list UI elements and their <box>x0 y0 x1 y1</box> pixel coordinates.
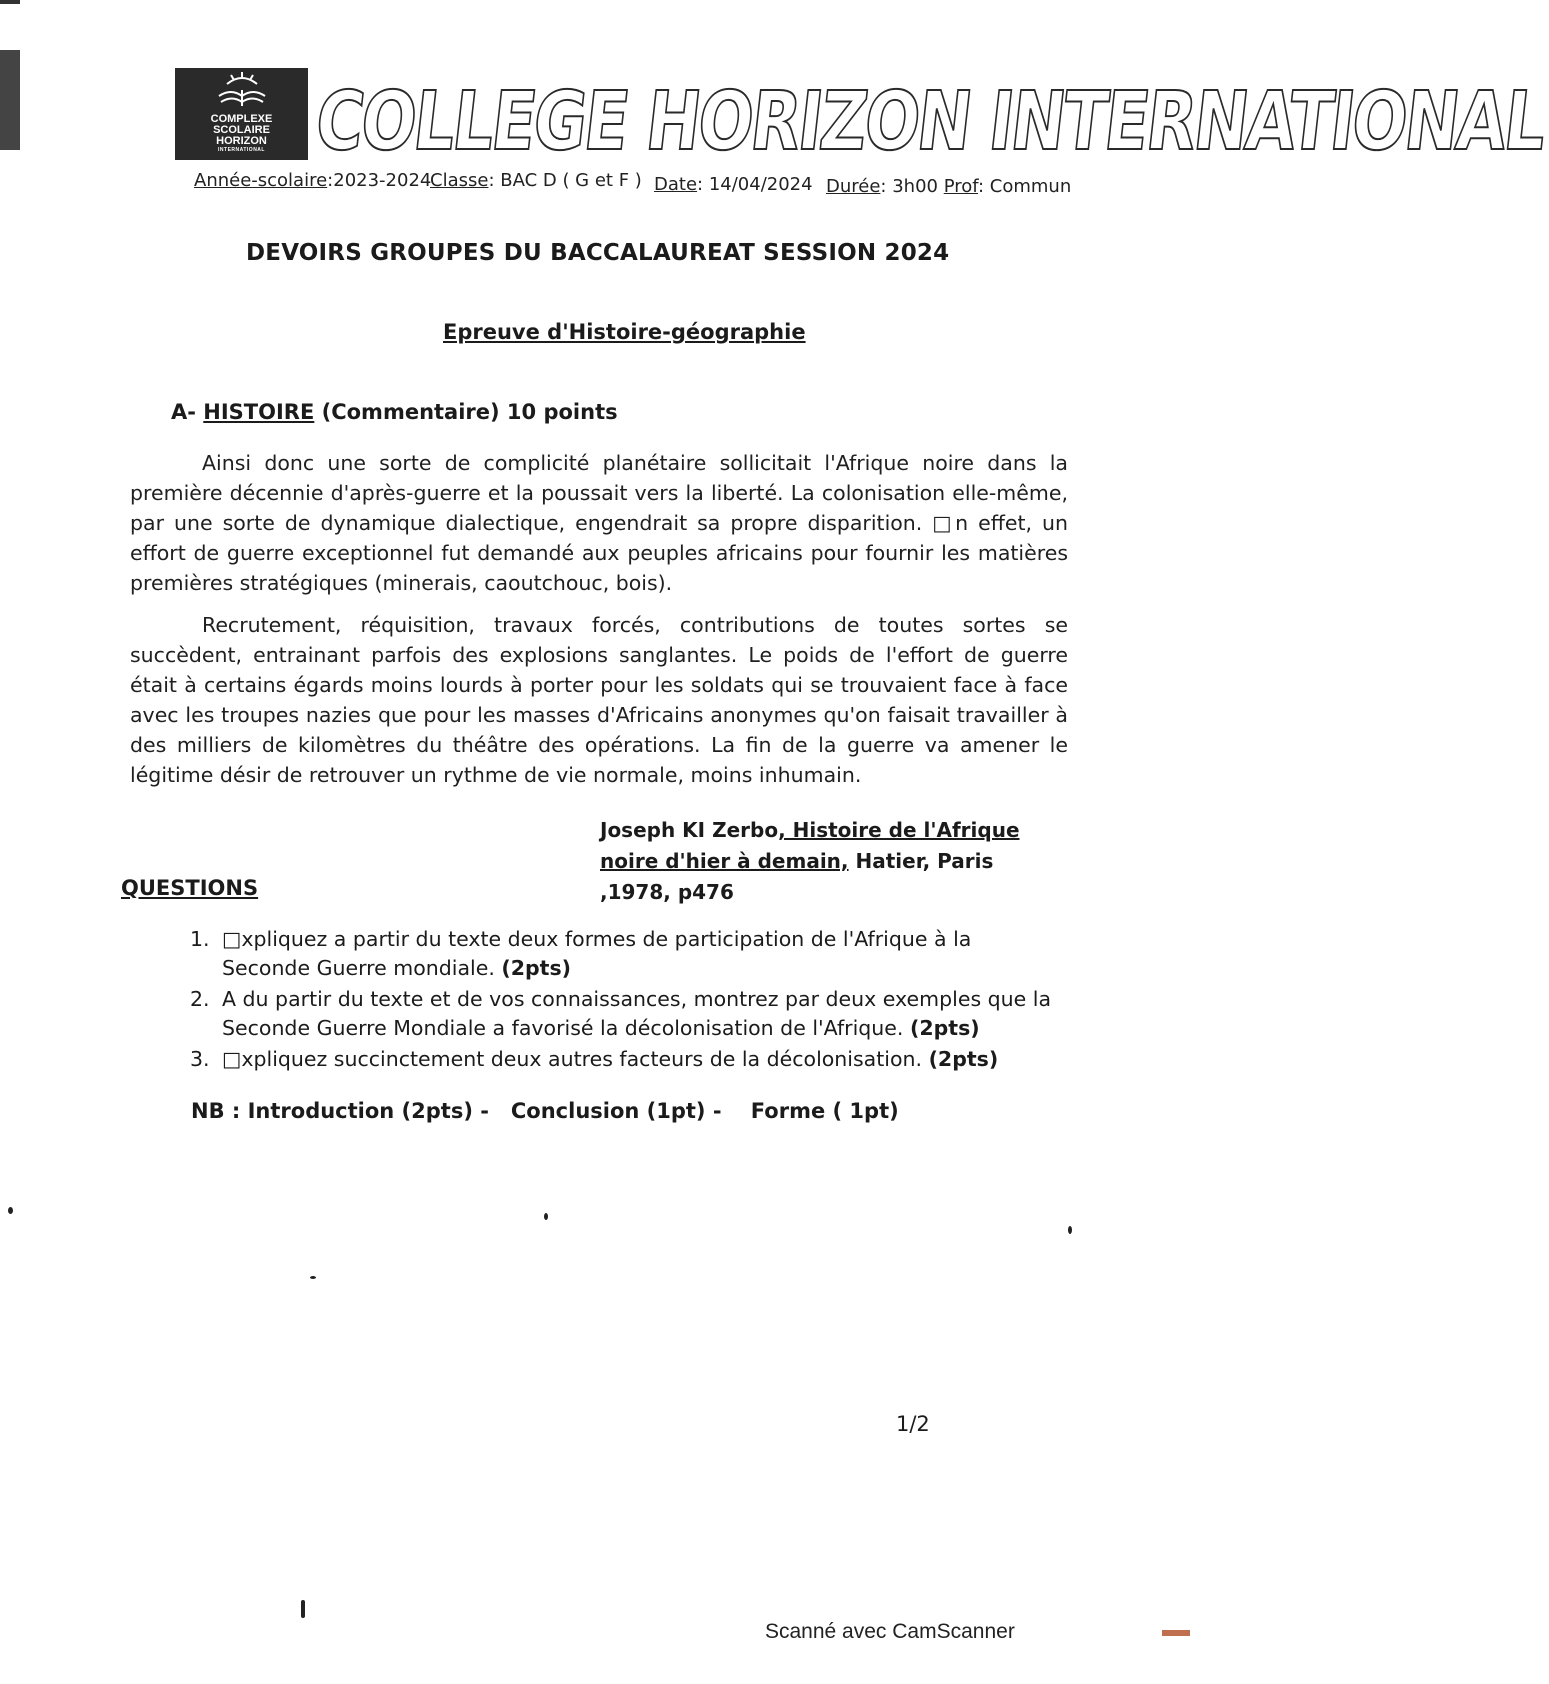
source-author: Joseph KI Zerbo <box>600 818 779 842</box>
scan-speck <box>8 1207 13 1214</box>
grading-note: NB : Introduction (2pts) - Conclusion (1pt) - Forme ( 1pt) <box>191 1099 899 1123</box>
school-year <box>194 170 431 191</box>
section-detail: (Commentaire) 10 points <box>321 400 618 424</box>
school-year-value: :2023-2024 <box>327 170 432 191</box>
paragraph-1-text: Ainsi donc une sorte de complicité planétaire sollicitait l'Afrique noire dans la première décennie d'après-guerre et la poussait vers la liberté. La colonisation elle-même, par une sorte de dynamique dialectique, engendrait sa propre disparition. □n effet, un effort de guerre exceptionnel fut demandé aux peuples africains pour fournir les matières premières stratégiques (minerais, caoutchouc, bois). <box>130 451 1068 595</box>
question-text <box>222 1045 1060 1074</box>
scan-speck <box>301 1600 305 1618</box>
duration-value: : 3h00 <box>880 176 938 197</box>
logo-text-line: SCOLAIRE <box>213 124 270 136</box>
question-points: (2pts) <box>928 1047 999 1071</box>
class-value: : BAC D ( G et F ) <box>488 170 642 191</box>
question-item <box>190 985 1060 1043</box>
school-logo <box>175 68 308 160</box>
paragraph-2-text: Recrutement, réquisition, travaux forcés, contributions de toutes sortes se succèdent, entrainant parfois des explosions sanglantes. Le poids de l'effort de guerre était à certains égards moins lourds à porter pour les soldats qui se trouvaient face à face avec les troupes nazies que pour les masses d'Africains anonymes qu'on faisait travailler à des milliers de kilomètres du théâtre des opérations. La fin de la guerre va amener le légitime désir de retrouver un rythme de vie normale, moins inhumain. <box>130 613 1068 787</box>
question-item <box>190 925 1060 983</box>
sun-book-emblem-icon <box>207 70 277 110</box>
date-info <box>654 174 813 195</box>
source-citation <box>600 815 1070 908</box>
question-text <box>222 985 1060 1043</box>
question-text <box>222 925 1060 983</box>
teacher-label: Prof <box>943 176 978 197</box>
date-label: Date <box>654 174 698 195</box>
duration-info <box>826 176 1071 197</box>
date-value: : 14/04/2024 <box>697 174 813 195</box>
questions-title: QUESTIONS <box>121 876 259 900</box>
logo-text-line: INTERNATIONAL <box>218 147 265 153</box>
question-body: □xpliquez a partir du texte deux formes de participation de l'Afrique à la Seconde Guerre mondiale. <box>222 927 972 980</box>
school-year-label: Année-scolaire <box>194 170 328 191</box>
section-prefix: A- <box>171 400 196 424</box>
question-body: A du partir du texte et de vos connaissances, montrez par deux exemples que la Seconde Guerre Mondiale a favorisé la décolonisation de l'Afrique. <box>222 987 1052 1040</box>
scan-speck <box>310 1276 316 1279</box>
source-publisher: Hatier, Paris ,1978, p476 <box>600 849 994 904</box>
source-book: , Histoire de l'Afrique noire d'hier à demain, <box>600 818 1020 873</box>
section-name: HISTOIRE <box>203 400 315 424</box>
scanner-watermark: Scanné avec CamScanner <box>765 1620 1015 1643</box>
section-heading <box>171 400 618 424</box>
scan-edge-mark <box>1162 1630 1190 1636</box>
question-number: 1. <box>190 927 210 951</box>
scan-speck <box>544 1213 548 1220</box>
page-title: DEVOIRS GROUPES DU BACCALAUREAT SESSION 2024 <box>246 240 950 266</box>
class-info <box>430 170 642 191</box>
scan-speck <box>1068 1226 1072 1234</box>
question-points: (2pts) <box>501 956 572 980</box>
scan-edge-mark <box>0 50 20 150</box>
logo-text-line: COMPLEXE <box>210 113 273 125</box>
duration-label: Durée <box>826 176 881 197</box>
logo-text-line: HORIZON <box>216 135 267 147</box>
text-paragraph-2 <box>130 610 1068 790</box>
text-paragraph-1 <box>130 448 1068 598</box>
subject-title: Epreuve d'Histoire-géographie <box>443 320 806 344</box>
class-label: Classe <box>430 170 489 191</box>
question-number: 2. <box>190 987 210 1011</box>
teacher-value: : Commun <box>977 176 1072 197</box>
question-item <box>190 1045 1060 1074</box>
question-number: 3. <box>190 1047 210 1071</box>
question-body: □xpliquez succinctement deux autres facteurs de la décolonisation. <box>222 1047 923 1071</box>
scan-edge-mark <box>0 0 20 4</box>
page-number: 1/2 <box>896 1412 930 1436</box>
question-points: (2pts) <box>909 1016 980 1040</box>
school-name: COLLEGE HORIZON INTERNATIONAL <box>311 75 1549 169</box>
